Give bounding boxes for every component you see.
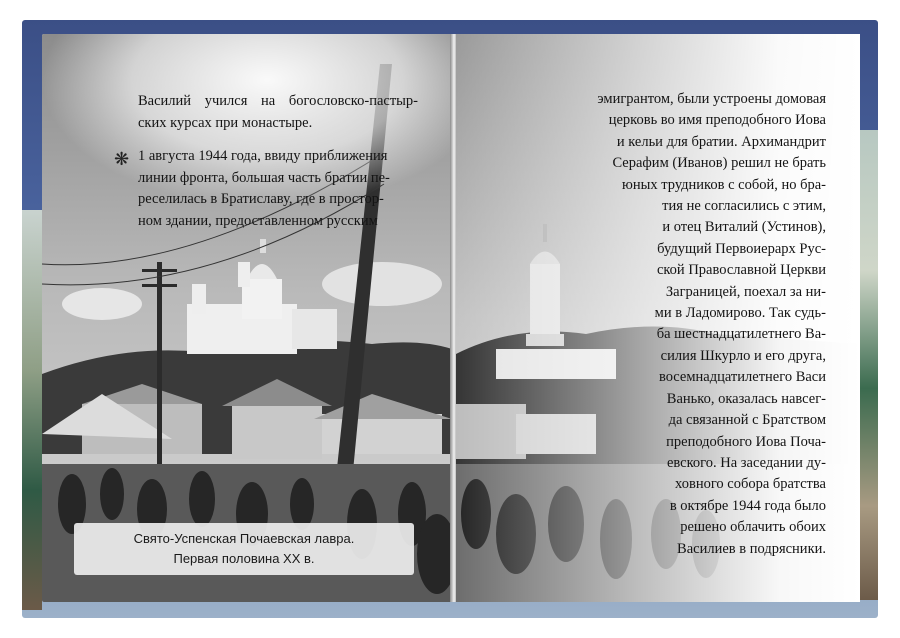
text-line: эмигрантом, были устроены домовая: [597, 91, 826, 107]
text-line: решено облачить обоих: [680, 519, 826, 536]
text-line: преподобного Иова Поча-: [666, 433, 826, 450]
text-line: церковь во имя преподобного Иова: [608, 112, 826, 129]
text-line: да связанной с Братством: [668, 412, 826, 429]
text-line: евского. На заседании ду-: [666, 454, 826, 471]
caption-line: Свято-Успенская Почаевская лавра.: [133, 531, 355, 546]
text-line: тия не согласились с этим,: [662, 198, 826, 215]
text-line: ских курсах при монастыре.: [138, 114, 313, 131]
text-line: будущий Первоиерарх Рус-: [657, 240, 826, 257]
left-page-text: [138, 91, 418, 232]
paragraph-1: [138, 91, 418, 134]
text-line: реселилась в Братиславу, где в простор-: [138, 191, 384, 207]
text-line: 1 августа 1944 года, ввиду приближения: [138, 148, 388, 164]
text-line: ской Православной Церкви: [656, 262, 826, 279]
photo-caption: [74, 523, 414, 575]
text-line: восемнадцатилетнего Васи: [658, 369, 826, 386]
text-line: Василий учился на богословско-пастыр-: [138, 93, 418, 109]
text-line: в октябре 1944 года было: [669, 497, 826, 514]
text-line: ми в Ладомирово. Так судь-: [654, 305, 826, 322]
asterism-icon: ❋: [114, 149, 130, 170]
right-page: [456, 34, 860, 602]
text-line: ном здании, предоставленном русским: [138, 212, 378, 229]
text-line: ховного собора братства: [675, 476, 826, 493]
left-page: [42, 34, 452, 602]
paragraph-2: [138, 146, 418, 232]
text-line: Серафим (Иванов) решил не брать: [612, 155, 826, 172]
text-line: линии фронта, большая часть братии пе-: [138, 169, 390, 186]
text-line: и кельи для братии. Архимандрит: [616, 133, 826, 150]
text-line: Василиев в подрясники.: [677, 540, 826, 557]
text-line: ба шестнадцатилетнего Ва-: [656, 326, 826, 343]
text-line: и отец Виталий (Устинов),: [662, 219, 826, 236]
caption-line: Первая половина XX в.: [173, 551, 315, 566]
text-line: Ванько, оказалась навсег-: [666, 390, 826, 407]
text-line: Заграницей, поехал за ни-: [665, 283, 826, 300]
text-line: юных трудников с собой, но бра-: [622, 176, 826, 193]
cover-edge-left: [22, 210, 42, 610]
right-page-text: [536, 89, 826, 560]
text-line: силия Шкурло и его друга,: [660, 347, 826, 364]
cover-edge-right: [858, 130, 878, 600]
